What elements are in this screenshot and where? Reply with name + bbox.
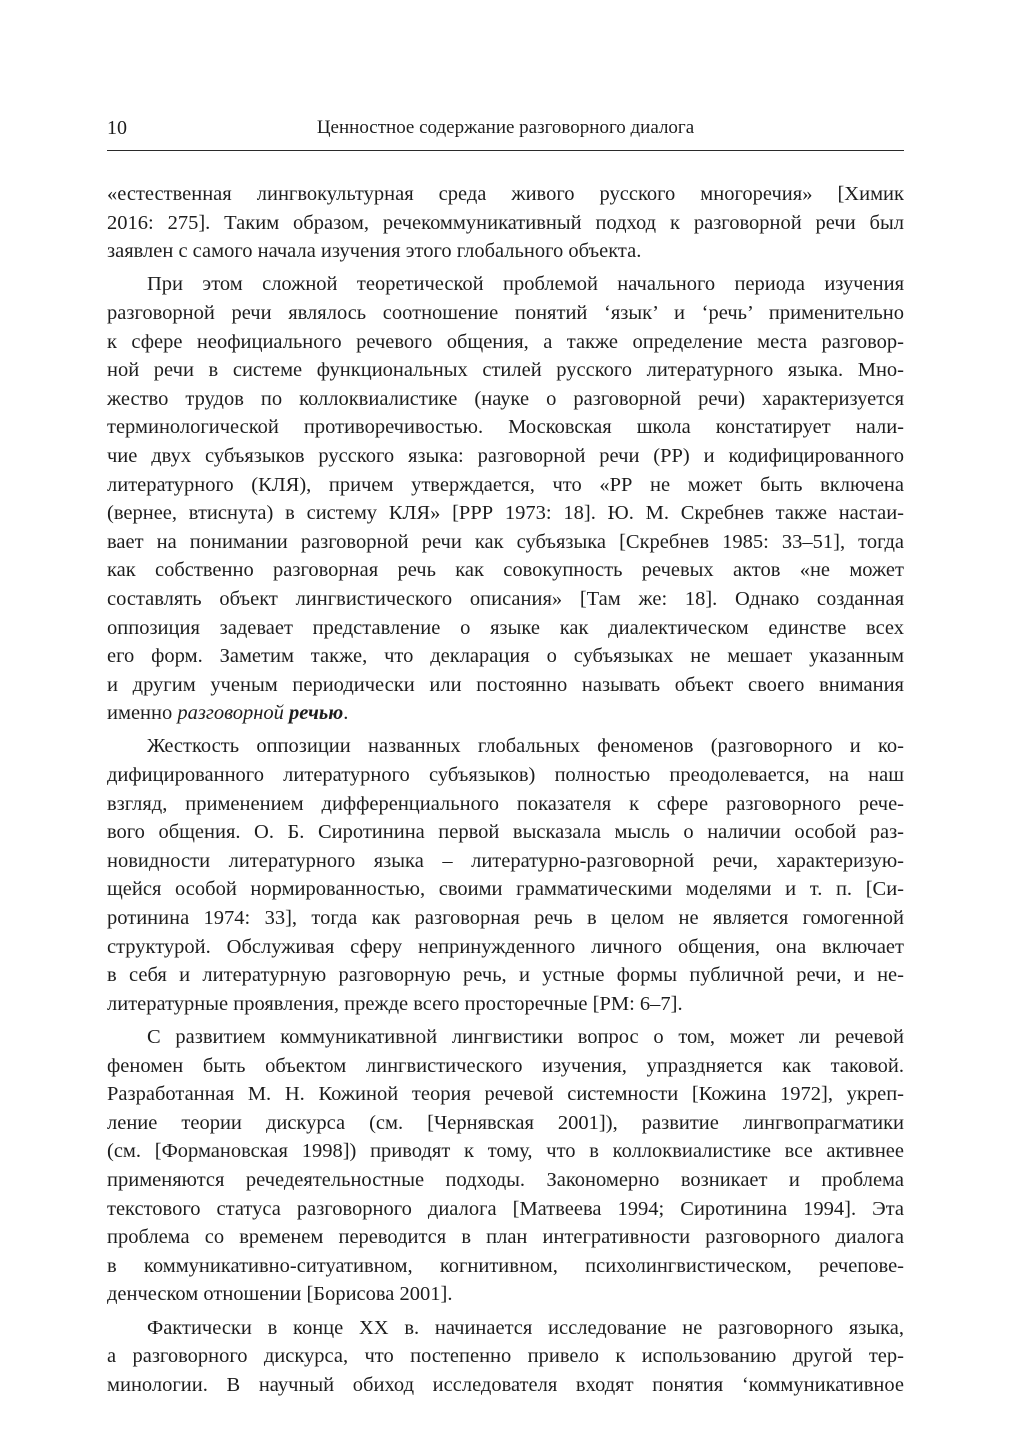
text-line: оппозиция задевает представление о языке как диалектическом единстве всех [107,616,904,639]
text-line: вого общения. О. Б. Сиротинина первой высказала мысль о наличии особой раз- [107,821,904,844]
text-line: литературного (КЛЯ), причем утверждается, что «РР не может быть включена [107,473,904,496]
text-line: ление теории дискурса (см. [Чернявская 2001]), развитие лингвопрагматики [107,1111,904,1134]
page-number: 10 [107,117,127,139]
text-line: структурой. Обслуживая сферу непринужденного личного общения, она включает [107,935,904,958]
text-line: жество трудов по коллоквиалистике (науке о разговорной речи) характеризуется [107,387,904,410]
text-line: (см. [Формановская 1998]) приводят к тому, что в коллоквиалистике все активнее [107,1140,904,1163]
text-line: к сфере неофициального речевого общения, а также определение места разговор- [107,330,904,353]
text-line: чие двух субъязыков русского языка: разговорной речи (РР) и кодифицированного [107,444,904,467]
text-line: (вернее, втиснута) в систему КЛЯ» [РРР 1973: 18]. Ю. М. Скребнев также настаи- [107,502,904,525]
text-line: заявлен с самого начала изучения этого глобального объекта. [107,240,642,263]
text-line: 2016: 275]. Таким образом, речекоммуникативный подход к разговорной речи был [107,211,904,234]
text-line: «естественная лингвокультурная среда живого русского многоречия» [Химик [107,183,904,205]
text-line: и другим ученым периодически или постоянно называть объект своего внимания [107,673,904,696]
text-fragment: именно [107,702,178,725]
page [107,0,904,1446]
text-line: его форм. Заметим также, что декларация о субъязыках не мешает указанным [107,645,904,668]
text-line: ной речи в системе функциональных стилей русского литературного языка. Мно- [107,359,904,382]
paragraph [107,732,904,1018]
text-line: минологии. В научный обиход исследователя входят понятия ‘коммуникативное [107,1373,904,1396]
text-line: Фактически в конце XX в. начинается исследование не разговорного языка, [147,1316,904,1339]
running-header [107,114,904,151]
paragraph [107,270,904,728]
text-line: вает на понимании разговорной речи как субъязыка [Скребнев 1985: 33–51], тогда [107,530,904,553]
text-fragment: . [343,702,349,725]
paragraph [107,1314,904,1400]
text-line [107,699,904,728]
text-line: в себя и литературную разговорную речь, и устные формы публичной речи, и не- [107,964,904,987]
running-title: Ценностное содержание разговорного диалога [316,117,695,138]
text-line: С развитием коммуникативной лингвистики вопрос о том, может ли речевой [147,1026,904,1048]
paragraph [107,1023,904,1309]
text-line: терминологической противоречивостью. Московская школа констатирует нали- [107,416,904,439]
text-line: в коммуникативно-ситуативном, когнитивном, психолингвистическом, речепове- [107,1254,904,1277]
paragraph [107,180,904,266]
text-line: а разговорного дискурса, что постепенно привело к использованию другой тер- [107,1345,904,1368]
text-line: текстового статуса разговорного диалога [Матвеева 1994; Сиротинина 1994]. Эта [107,1197,904,1220]
text-line: литературные проявления, прежде всего просторечные [РМ: 6–7]. [107,992,683,1015]
text-line: как собственно разговорная речь как совокупность речевых актов «не может [107,559,904,582]
text-line: При этом сложной теоретической проблемой начального периода изучения [147,273,904,296]
text-line: феномен быть объектом лингвистического изучения, упраздняется как таковой. [107,1054,904,1077]
text-line: составлять объект лингвистического описания» [Там же: 18]. Однако созданная [107,587,904,610]
italic-term: разговорной [177,702,284,725]
text-line: Разработанная М. Н. Кожиной теория речевой системности [Кожина 1972], укреп- [107,1083,904,1106]
text-line: ротинина 1974: 33], тогда как разговорная речь в целом не является гомогенной [107,907,904,930]
text-line: щейся особой нормированностью, своими грамматическими моделями и т. п. [Си- [107,878,904,901]
text-line: разговорной речи являлось соотношение понятий ‘язык’ и ‘речь’ применительно [107,301,904,324]
text-line: новидности литературного языка – литературно-разговорной речи, характеризую- [107,849,904,872]
bold-italic-term: речью [289,702,344,725]
text-line: проблема со временем переводится в план интегративности разговорного диалога [107,1226,904,1249]
text-line: взгляд, применением дифференциального показателя к сфере разговорного рече- [107,792,904,815]
body-text [107,180,904,1404]
text-line: дифицированного литературного субъязыков) полностью преодолевается, на наш [107,764,904,787]
text-line: Жесткость оппозиции названных глобальных феноменов (разговорного и ко- [147,735,904,758]
text-line: денческом отношении [Борисова 2001]. [107,1283,453,1306]
text-line: применяются речедеятельностные подходы. Закономерно возникает и проблема [107,1168,904,1191]
